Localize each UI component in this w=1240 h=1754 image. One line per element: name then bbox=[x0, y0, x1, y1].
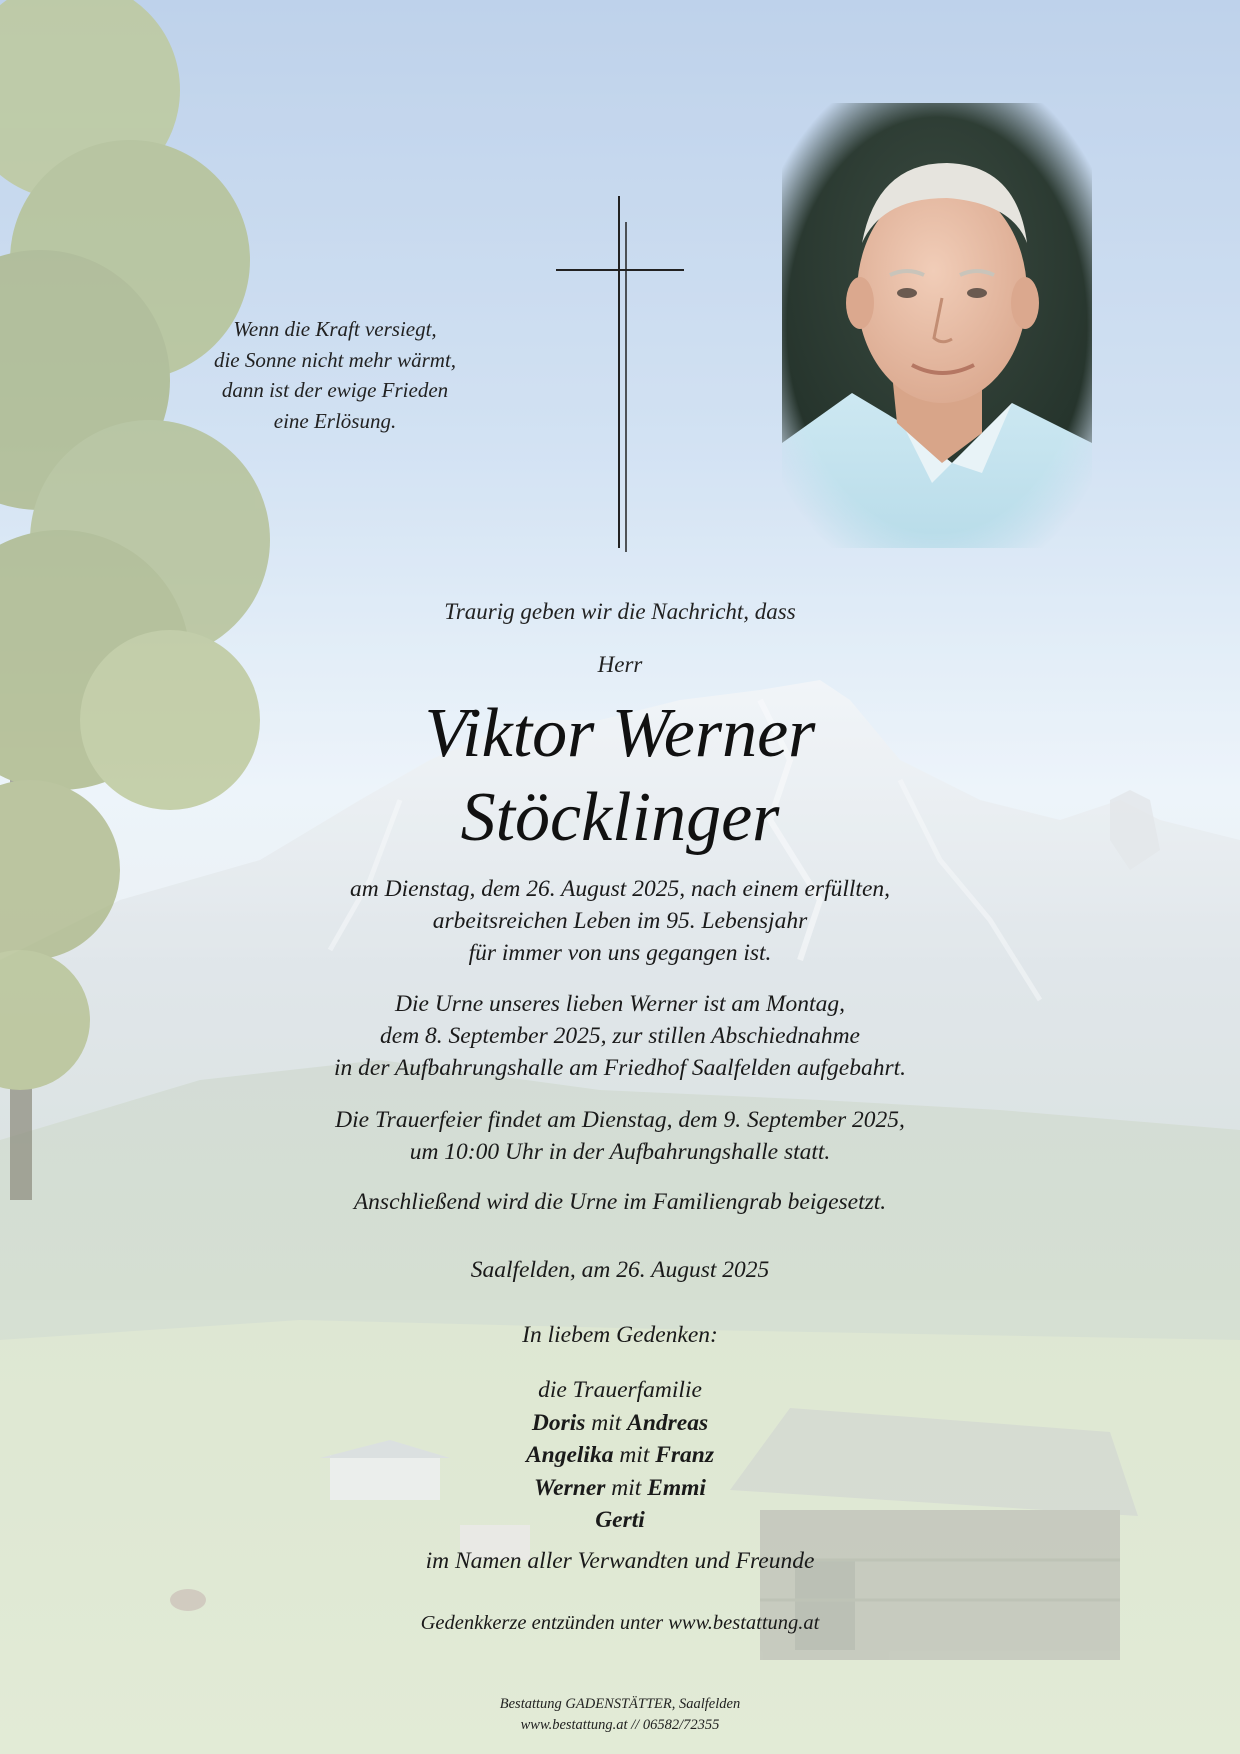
family-member: Emmi bbox=[647, 1474, 706, 1501]
paragraph-line: Die Urne unseres lieben Werner ist am Montag, bbox=[395, 991, 845, 1017]
urn-viewing-paragraph bbox=[0, 988, 1240, 1084]
paragraph-line: in der Aufbahrungshalle am Friedhof Saalfelden aufgebahrt. bbox=[333, 1055, 906, 1081]
family-couple bbox=[0, 1407, 1240, 1440]
quote-line: eine Erlösung. bbox=[273, 408, 397, 433]
quote-line: die Sonne nicht mehr wärmt, bbox=[213, 347, 457, 372]
family-member: Angelika bbox=[525, 1442, 614, 1468]
title-prefix: Herr bbox=[597, 652, 643, 677]
family-connector: mit bbox=[585, 1409, 628, 1436]
funeral-home-footer bbox=[0, 1694, 1240, 1736]
mourning-family bbox=[0, 1374, 1240, 1537]
relatives-line: im Namen aller Verwandten und Freunde bbox=[425, 1548, 815, 1574]
family-intro: die Trauerfamilie bbox=[538, 1377, 702, 1403]
paragraph-line: am Dienstag, dem 26. August 2025, nach einem erfüllten, bbox=[350, 876, 890, 902]
family-member: Andreas bbox=[627, 1409, 709, 1436]
paragraph-line: Anschließend wird die Urne im Familiengrab beigesetzt. bbox=[353, 1189, 887, 1215]
place-date: Saalfelden, am 26. August 2025 bbox=[470, 1257, 770, 1283]
funeral-home-name: Bestattung GADENSTÄTTER, Saalfelden bbox=[499, 1696, 741, 1712]
family-member: Werner bbox=[534, 1474, 606, 1501]
family-member: Franz bbox=[655, 1442, 715, 1468]
death-paragraph bbox=[0, 873, 1240, 969]
family-single bbox=[0, 1504, 1240, 1537]
funeral-home-contact: www.bestattung.at // 06582/72355 bbox=[520, 1717, 720, 1733]
burial-paragraph bbox=[0, 1186, 1240, 1218]
announcement-lead: Traurig geben wir die Nachricht, dass bbox=[444, 599, 796, 624]
deceased-name-line: Viktor Werner bbox=[424, 695, 816, 772]
funeral-paragraph bbox=[0, 1104, 1240, 1168]
family-member: Doris bbox=[531, 1409, 586, 1436]
memory-heading: In liebem Gedenken: bbox=[522, 1322, 718, 1348]
portrait-photo bbox=[782, 103, 1092, 548]
quote-line: Wenn die Kraft versiegt, bbox=[233, 317, 437, 341]
memorial-candle-text: Gedenkkerze entzünden unter www.bestattung.at bbox=[420, 1612, 820, 1634]
family-connector: mit bbox=[605, 1474, 648, 1501]
family-member: Gerti bbox=[595, 1507, 645, 1533]
paragraph-line: um 10:00 Uhr in der Aufbahrungshalle statt. bbox=[409, 1139, 831, 1165]
paragraph-line: für immer von uns gegangen ist. bbox=[468, 940, 772, 966]
paragraph-line: Die Trauerfeier findet am Dienstag, dem 9. September 2025, bbox=[335, 1107, 905, 1133]
family-couple bbox=[0, 1472, 1240, 1505]
family-connector: mit bbox=[613, 1442, 656, 1468]
deceased-name-line: Stöcklinger bbox=[460, 779, 780, 856]
family-couple bbox=[0, 1439, 1240, 1472]
quote-line: dann ist der ewige Frieden bbox=[221, 378, 449, 402]
deceased-name bbox=[0, 692, 1240, 860]
paragraph-line: dem 8. September 2025, zur stillen Abschiednahme bbox=[380, 1023, 860, 1049]
quote bbox=[150, 314, 520, 436]
paragraph-line: arbeitsreichen Leben im 95. Lebensjahr bbox=[432, 908, 808, 934]
latin-cross-icon bbox=[548, 196, 688, 552]
